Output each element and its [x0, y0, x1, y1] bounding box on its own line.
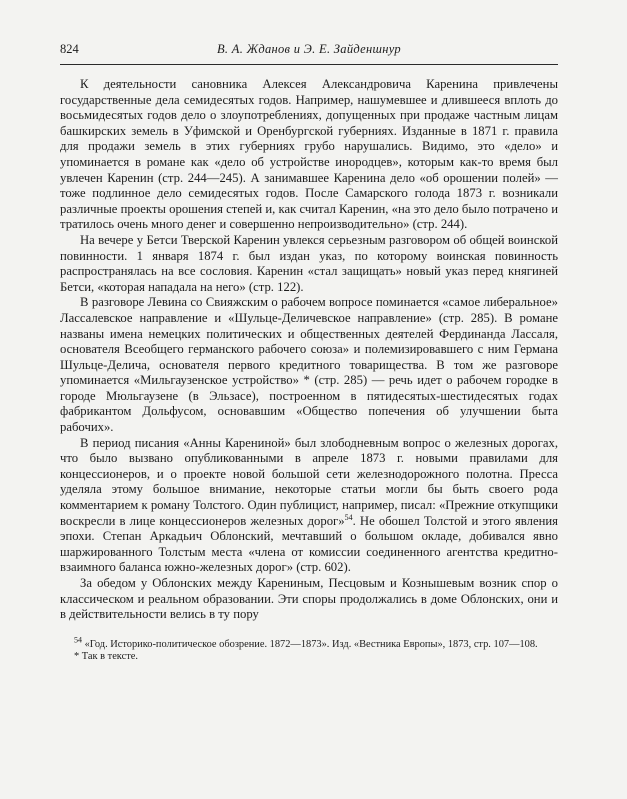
paragraph-railways: [60, 436, 558, 576]
body-text: [60, 77, 558, 623]
running-title: В. А. Жданов и Э. Е. Зайденшнур: [217, 42, 401, 56]
paragraph-railways-tail: . Не обошел Толстой и этого явления эпохи. Степан Аркадьич Облонский, мечтавший о большом окладе, добивался явно шаржированного Толстым места «члена от комиссии соединенного агентства кредитно-взаимного баланса южно-железных дорог» (стр. 602).: [60, 513, 558, 575]
footnote-star: [60, 651, 558, 664]
footnote-reference-54: 54: [344, 512, 353, 522]
running-header: [60, 42, 558, 65]
paragraph-karenin-affairs: К деятельности сановника Алексея Александровича Каренина привлечены государственные дела семидесятых годов. Например, нашумевшее и длившееся вплоть до восьмидесятых годов дело о злоупотреблениях, допущенных при продаже частным лицам башкирских земель в Уфимской и Оренбургской губерниях. Изданные в 1871 г. правила для продажи земель в этих губерниях грубо нарушались. Видимо, это «дело» и упоминается в романе как «дело об устройстве инородцев», которым как-то время был увлечен Каренин (стр. 244—245). А занимавшее Каренина дело «об орошении полей» — тоже подлинное дело семидесятых годов. После Самарского голода 1873 г. возникали различные проекты орошения степей и, как считал Каренин, «на это дело было потрачено и тратилось очень много денег и совершенно непроизводительно» (стр. 244).: [60, 77, 558, 232]
footnote-54-number: 54: [74, 635, 82, 645]
footnote-54-text: «Год. Историко-политическое обозрение. 1872—1873». Изд. «Вестника Европы», 1873, стр. 107—108.: [82, 638, 538, 650]
footnote-star-text: Так в тексте.: [79, 651, 138, 663]
footnote-star-mark: *: [74, 651, 80, 663]
footnotes: [60, 635, 558, 664]
page: [60, 42, 558, 664]
paragraph-education-dispute: За обедом у Облонских между Карениным, Песцовым и Кознышевым возник спор о классическом и реальном образовании. Эти споры продолжались в доме Облонских, они и в действительности велись в ту пору: [60, 576, 558, 622]
paragraph-lassalle: В разговоре Левина со Свияжским о рабочем вопросе поминается «самое либеральное» Лассалевское направление и «Шульце-Деличевское направление» (стр. 285). В романе названы имена немецких политических и общественных деятелей Фердинанда Лассаля, основателя Всеобщего германского рабочего союза» и полемизировавшего с ним Германа Шульце-Делича, основателя первого кредитного товарищества. В том же разговоре упоминается «Мильгаузенское устройство» * (стр. 285) — речь идет о рабочем городке в городе Мюльгаузене (в Эльзасе), построенном в пятидесятых-шестидесятых годах фабрикантом Дольфусом, основавшим «Общество попечения об улучшении быта рабочих».: [60, 295, 558, 435]
footnote-54: [60, 635, 558, 652]
page-number: 824: [60, 42, 79, 56]
paragraph-railways-text: В период писания «Анны Карениной» был злободневным вопрос о железных дорогах, что было вызвано опубликованными в апреле 1873 г. новыми правилами для концессионеров, и о проекте новой большой сети железнодорожного полотна. Пресса уделяла этому большое внимание, некоторые статьи могли бы быть своего рода комментарием к роману Толстого. Один публицист, например, писал: «Прежние откупщики воскресли в лице концессионеров железных дорог»: [60, 435, 558, 528]
paragraph-military-service: На вечере у Бетси Тверской Каренин увлекся серьезным разговором об общей воинской повинности. 1 января 1874 г. был издан указ, по которому воинская повинность распространялась на все сословия. Каренин «стал защищать» новый указ перед княгиней Бетси, «которая нападала на него» (стр. 122).: [60, 232, 558, 294]
